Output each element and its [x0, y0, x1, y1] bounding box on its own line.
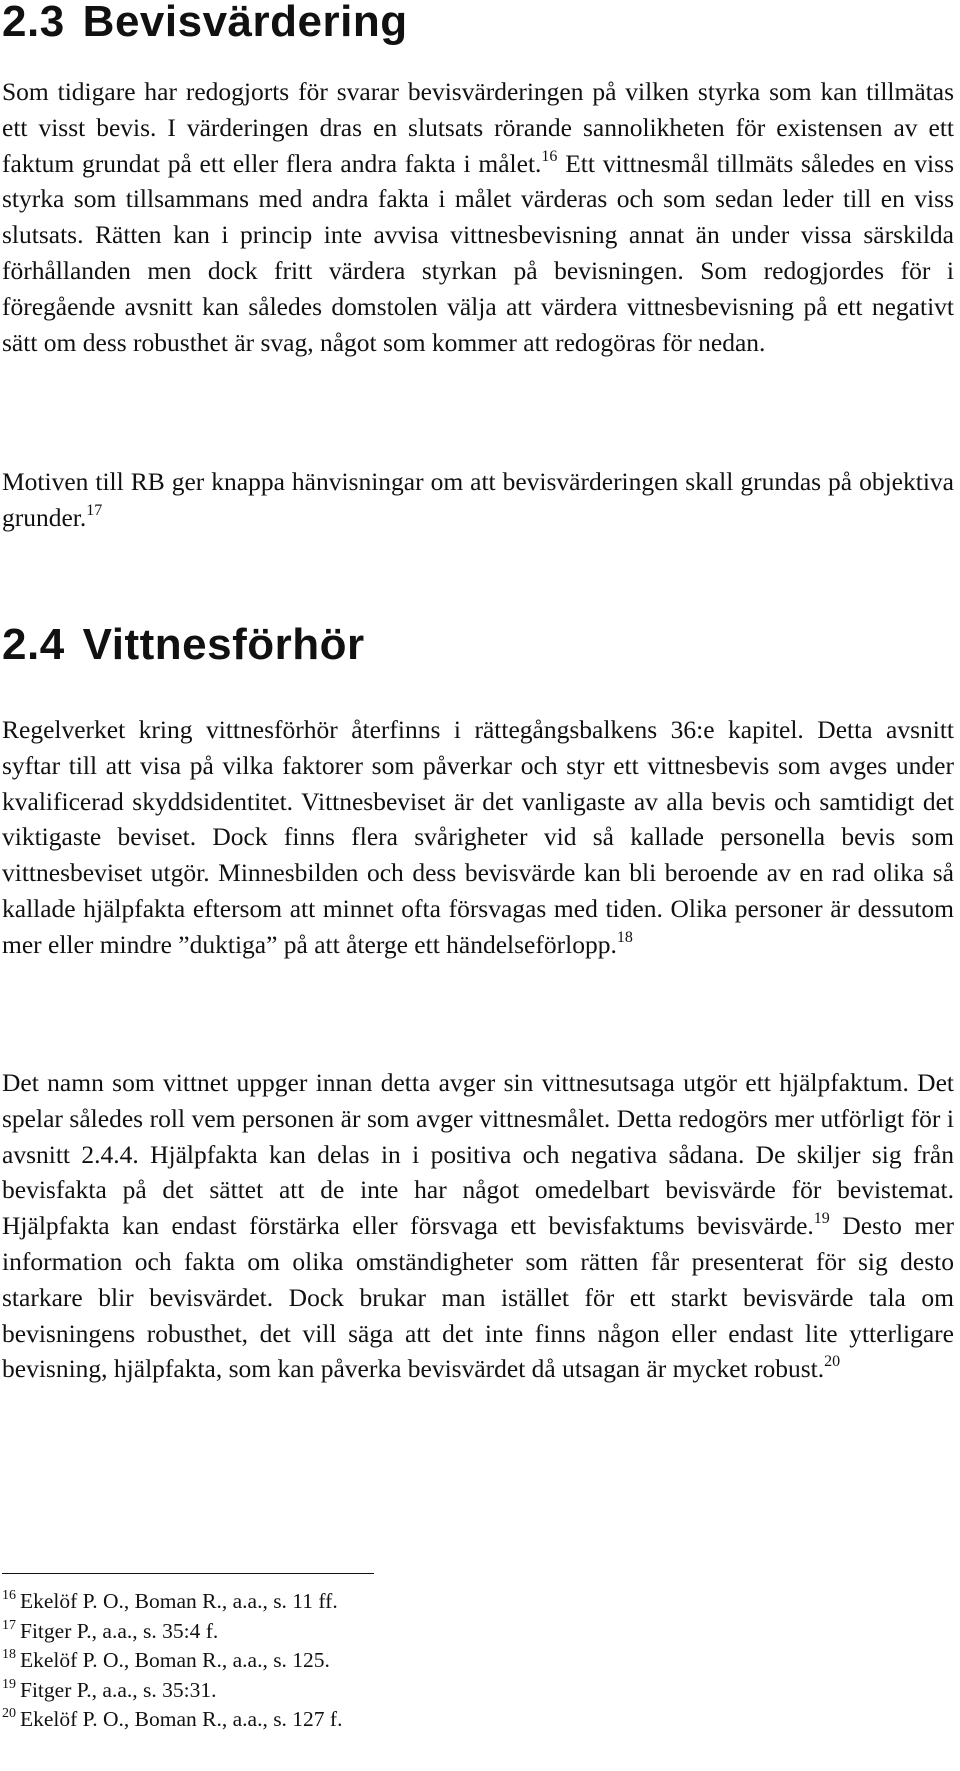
- section-heading-bevisvardering: [2, 0, 408, 47]
- section-number: 2.3: [2, 0, 65, 46]
- footnote-number: 19: [2, 1676, 16, 1692]
- section-title: Bevisvärdering: [82, 0, 408, 46]
- footnote-text: Ekelöf P. O., Boman R., a.a., s. 125.: [20, 1648, 330, 1672]
- footnote-ref[interactable]: 16: [541, 147, 558, 165]
- footnote-text: Ekelöf P. O., Boman R., a.a., s. 127 f.: [20, 1707, 343, 1731]
- paragraph: [2, 74, 954, 360]
- paragraph-text: Regelverket kring vittnesförhör återfinns i rättegångsbalkens 36:e kapitel. Detta avsnitt syftar till att visa på vilka faktorer som påverkar och styr ett vittnesbevis som avges under kvalificerad skyddsidentitet. Vittnesbeviset är det vanligaste av alla bevis och samtidigt det viktigaste beviset. Dock finns flera svårigheter vid så kallade personella bevis som vittnesbeviset utgör. Minnesbilden och dess bevisvärde kan bli beroende av en rad olika så kallade hjälpfakta eftersom att minnet ofta försvagas med tiden. Olika personer är dessutom mer eller mindre ”duktiga” på att återge ett händelseförlopp.: [2, 715, 954, 959]
- footnote-separator: [2, 1573, 374, 1574]
- footnotes: [2, 1587, 602, 1735]
- footnote-number: 18: [2, 1647, 16, 1662]
- paragraph: [2, 1065, 954, 1387]
- section-number: 2.4: [2, 620, 65, 669]
- footnote-ref[interactable]: 20: [824, 1353, 841, 1371]
- paragraph: [2, 464, 954, 536]
- footnote-ref[interactable]: 17: [86, 501, 103, 519]
- footnote: [2, 1617, 602, 1647]
- footnote-text: Ekelöf P. O., Boman R., a.a., s. 11 ff.: [20, 1589, 338, 1613]
- paragraph-text: Ett vittnesmål tillmäts således en viss styrka som tillsammans med andra fakta i målet värderas och som sedan leder till en viss slutsats. Rätten kan i princip inte avvisa vittnesbevisning annat än under vissa särskilda förhållanden men dock fritt värdera styrkan på bevisningen. Som redogjordes för i föregående avsnitt kan således domstolen välja att värdera vittnesbevisning på ett negativt sätt om dess robusthet är svag, något som kommer att redogöras för nedan.: [2, 148, 954, 357]
- footnote-ref[interactable]: 18: [616, 928, 633, 946]
- footnote: [2, 1676, 602, 1706]
- paragraph-text: Som tidigare har redogjorts för svarar bevisvärderingen på vilken styrka som kan tillmätas ett visst bevis. I värderingen dras en slutsats rörande sannolikheten för existensen av ett faktum grundat på ett eller flera andra fakta i målet.: [2, 77, 954, 178]
- footnote: [2, 1646, 602, 1676]
- footnote-text: Fitger P., a.a., s. 35:31.: [20, 1677, 217, 1702]
- section-title: Vittnesförhör: [82, 620, 365, 669]
- footnote: [2, 1587, 602, 1617]
- paragraph-text: Desto mer information och fakta om olika omständigheter som rätten får presenterat för sig desto starkare blir bevisvärdet. Dock brukar man istället för ett starkt bevisvärde tala om bevisningens robusthet, det vill säga att det inte finns någon eller endast lite ytterligare bevisning, hjälpfakta, som kan påverka bevisvärdet då utsagan är mycket robust.: [2, 1211, 954, 1384]
- footnote-number: 20: [2, 1706, 16, 1721]
- footnote: [2, 1705, 602, 1735]
- section-heading-vittnesforhor: [2, 620, 365, 670]
- paragraph-text: Det namn som vittnet uppger innan detta avger sin vittnesutsaga utgör ett hjälpfaktum. Det spelar således roll vem personen är som avger vittnesmålet. Detta redogörs mer utförligt för i avsnitt 2.4.4. Hjälpfakta kan delas in i positiva och negativa sådana. De skiljer sig från bevisfakta på det sättet att de inte har något omedelbart bevisvärde för bevistemat. Hjälpfakta kan endast förstärka eller försvaga ett bevisfaktums bevisvärde.: [2, 1068, 954, 1241]
- footnote-number: 16: [2, 1588, 16, 1603]
- footnote-number: 17: [2, 1617, 16, 1633]
- footnote-text: Fitger P., a.a., s. 35:4 f.: [20, 1618, 219, 1643]
- paragraph: [2, 712, 954, 963]
- paragraph-text: Motiven till RB ger knappa hänvisningar om att bevisvärderingen skall grundas på objektiva grunder.: [2, 467, 954, 532]
- footnote-ref[interactable]: 19: [813, 1210, 830, 1228]
